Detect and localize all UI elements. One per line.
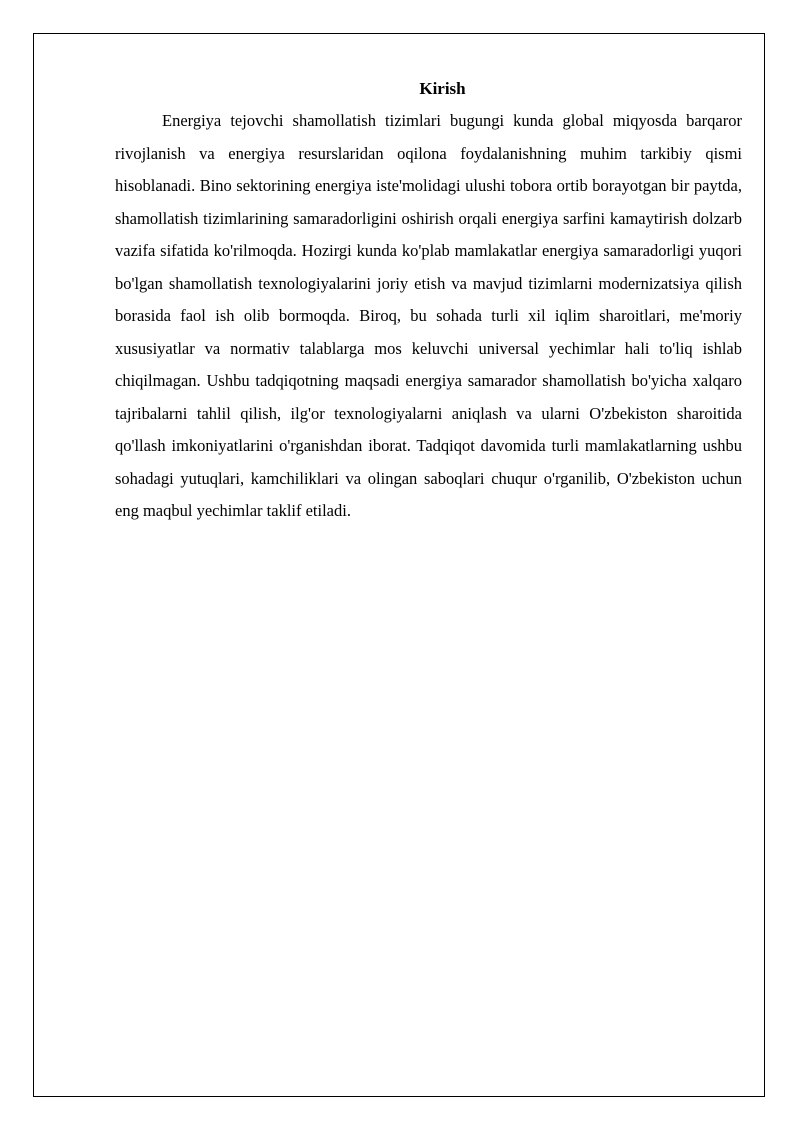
section-title: Kirish <box>419 79 466 98</box>
intro-paragraph: Energiya tejovchi shamollatish tizimlari bugungi kunda global miqyosda barqaror rivojlanish va energiya resurslaridan oqilona foydalanishning muhim tarkibiy qismi hisoblanadi. Bino sektorining energiya iste'molidagi ulushi tobora ortib borayotgan bir paytda, shamollatish tizimlarining samaradorligini oshirish orqali energiya sarfini kamaytirish dolzarb vazifa sifatida ko'rilmoqda. Hozirgi kunda ko'plab mamlakatlar energiya samaradorligi yuqori bo'lgan shamollatish texnologiyalarini joriy etish va mavjud tizimlarni modernizatsiya qilish borasida faol ish olib bormoqda. Biroq, bu sohada turli xil iqlim sharoitlari, me'moriy xususiyatlar va normativ talablarga mos keluvchi universal yechimlar hali to'liq ishlab chiqilmagan. Ushbu tadqiqotning maqsadi energiya samarador shamollatish bo'yicha xalqaro tajribalarni tahlil qilish, ilg'or texnologiyalarni aniqlash va ularni O'zbekiston sharoitida qo'llash imkoniyatlarini o'rganishdan iborat. Tadqiqot davomida turli mamlakatlarning ushbu sohadagi yutuqlari, kamchiliklari va olingan saboqlari chuqur o'rganilib, O'zbekiston uchun eng maqbul yechimlar taklif etiladi. <box>115 111 742 520</box>
document-body <box>115 75 742 528</box>
